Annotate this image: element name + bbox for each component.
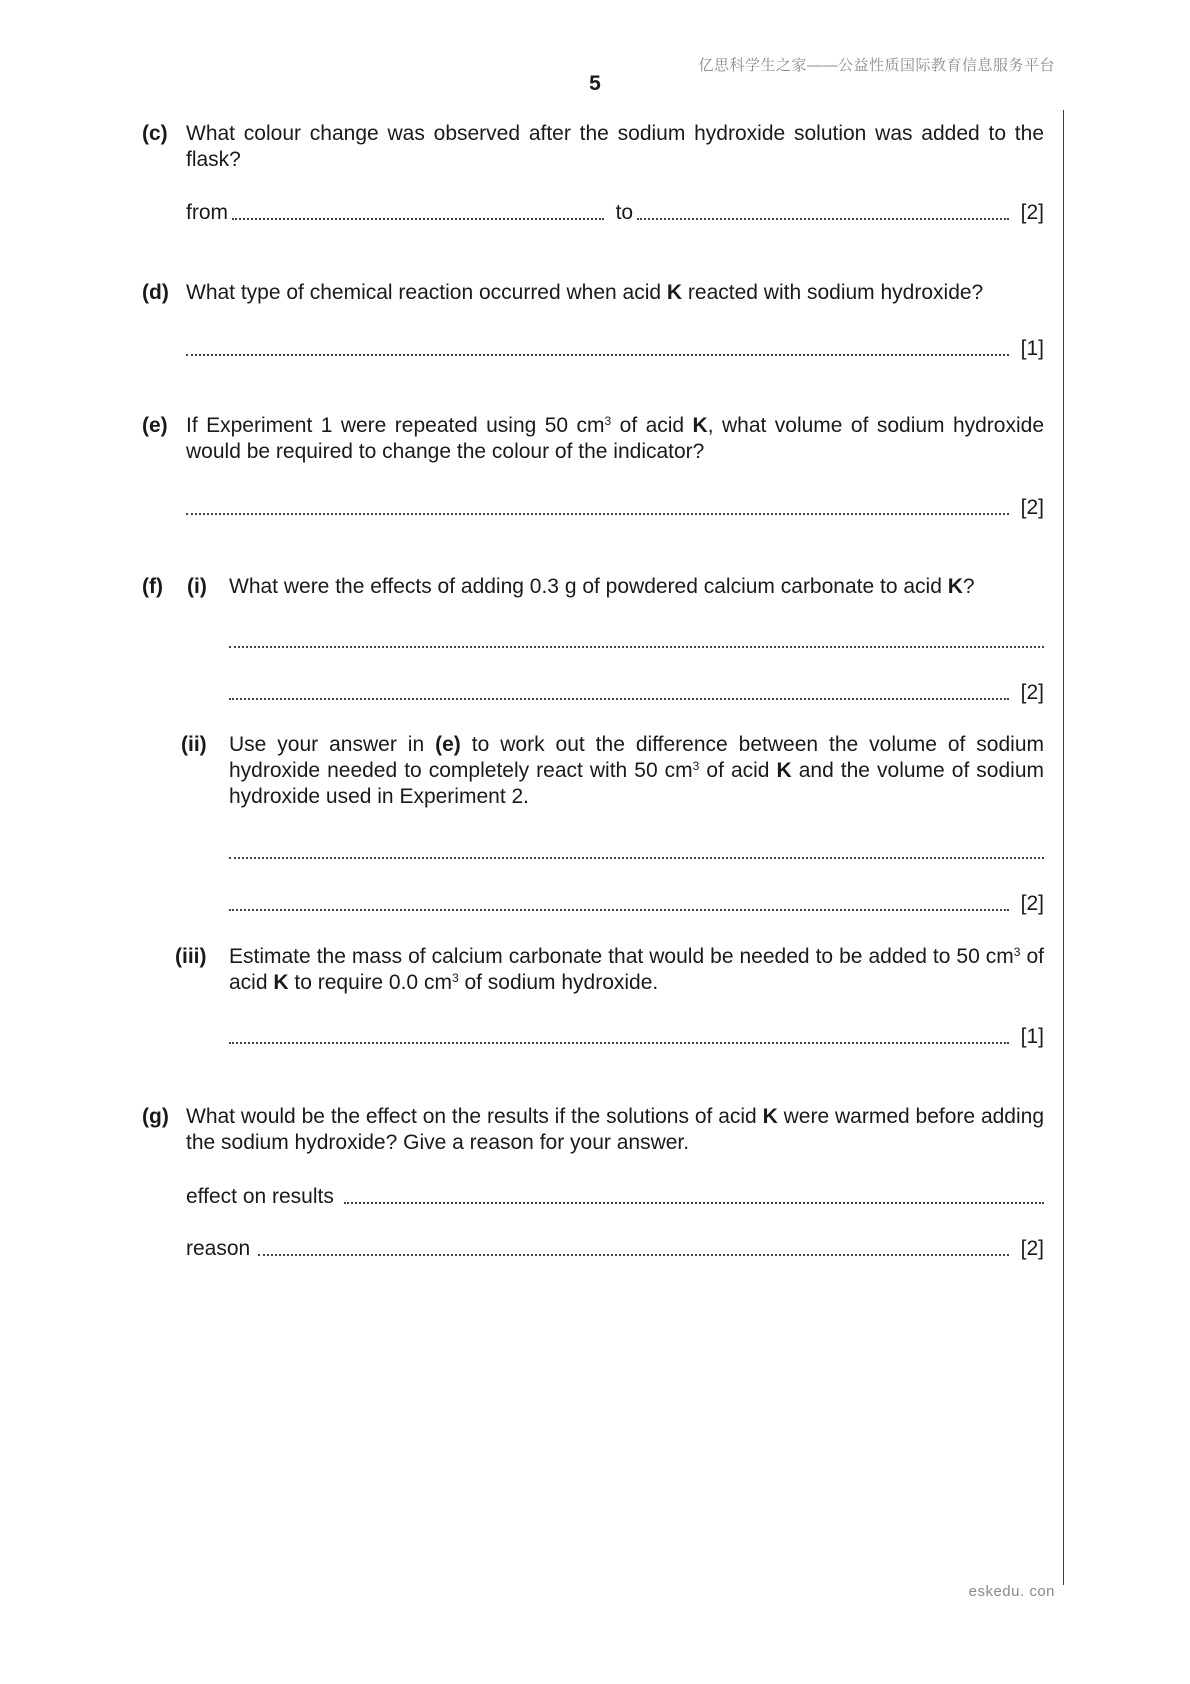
subquestion-label: (i) xyxy=(187,575,207,598)
footer-url: eskedu. con xyxy=(968,1583,1055,1600)
header-site-text: 亿思科学生之家——公益性质国际教育信息服务平台 xyxy=(698,57,1055,74)
question-label: (d) xyxy=(142,281,169,304)
to-label: to xyxy=(615,201,634,224)
text-part: ? xyxy=(962,575,975,598)
question-text xyxy=(229,732,1044,810)
answer-line-from-to[interactable] xyxy=(186,198,1044,226)
text-part: What were the effects of adding 0.3 g of powdered calcium carbonate to acid xyxy=(229,575,948,598)
text-part: of acid xyxy=(229,945,1044,994)
text-part: reacted with sodium hydroxide? xyxy=(682,281,984,304)
acid-k: K xyxy=(666,281,683,304)
question-text xyxy=(186,413,1044,465)
dotted-line xyxy=(229,857,1044,859)
dotted-line xyxy=(344,1202,1044,1204)
margin-rule xyxy=(1063,110,1064,1585)
acid-k: K xyxy=(692,414,708,437)
effect-answer-line[interactable] xyxy=(186,1182,1044,1210)
dotted-line xyxy=(229,698,1009,700)
superscript: 3 xyxy=(1013,945,1021,959)
question-text xyxy=(229,574,1044,600)
text-part: of sodium hydroxide. xyxy=(458,971,659,994)
superscript: 3 xyxy=(692,759,700,773)
marks: [2] xyxy=(1020,496,1044,519)
text-part: Use your answer in xyxy=(229,733,436,756)
answer-line[interactable] xyxy=(229,889,1044,917)
subquestion-label: (iii) xyxy=(175,945,207,968)
text-part: Estimate the mass of calcium carbonate that would be needed to be added to 50 cm xyxy=(229,945,1014,968)
answer-line[interactable] xyxy=(229,837,1044,865)
dotted-line xyxy=(229,1042,1009,1044)
question-text xyxy=(229,944,1044,996)
marks: [1] xyxy=(1020,337,1044,360)
marks: [1] xyxy=(1020,1025,1044,1048)
reason-answer-line[interactable] xyxy=(186,1234,1044,1262)
superscript: 3 xyxy=(451,971,459,985)
acid-k: K xyxy=(947,575,963,598)
question-text xyxy=(186,1104,1044,1156)
dotted-line xyxy=(186,513,1009,515)
question-text: What colour change was observed after the sodium hydroxide solution was added to the flask? xyxy=(186,122,1044,171)
dotted-line xyxy=(637,218,1009,220)
dotted-line xyxy=(186,354,1009,356)
page-number: 5 xyxy=(589,72,601,95)
text-part: If Experiment 1 were repeated using 50 cm xyxy=(186,414,605,437)
superscript: 3 xyxy=(604,414,612,428)
acid-k: K xyxy=(273,971,289,994)
part-e-reference: (e) xyxy=(435,733,461,756)
answer-line[interactable] xyxy=(229,626,1044,654)
marks: [2] xyxy=(1020,201,1044,224)
dotted-line xyxy=(258,1254,1008,1256)
acid-k: K xyxy=(776,759,792,782)
question-label: (g) xyxy=(142,1105,169,1128)
text-part: were warmed before adding the sodium hydroxide? Give a reason for your answer. xyxy=(186,1105,1045,1154)
answer-line[interactable] xyxy=(186,493,1044,521)
effect-label: effect on results xyxy=(186,1185,334,1208)
text-part: to require 0.0 cm xyxy=(288,971,452,994)
question-text xyxy=(186,280,1044,306)
acid-k: K xyxy=(762,1105,778,1128)
text-part: , what volume of sodium hydroxide would be required to change the colour of the indicator? xyxy=(186,414,1045,463)
answer-line[interactable] xyxy=(229,1022,1044,1050)
text-part: and the volume of sodium hydroxide used in Experiment 2. xyxy=(229,759,1045,808)
reason-label: reason xyxy=(186,1237,251,1260)
answer-line[interactable] xyxy=(186,334,1044,362)
question-label: (c) xyxy=(142,122,168,145)
dotted-line xyxy=(229,646,1044,648)
text-part: of acid xyxy=(699,759,777,782)
dotted-line xyxy=(229,909,1009,911)
text-part: What would be the effect on the results if the solutions of acid xyxy=(186,1105,763,1128)
text-part: of acid xyxy=(611,414,693,437)
text-part: What type of chemical reaction occurred when acid xyxy=(186,281,667,304)
question-label: (e) xyxy=(142,414,168,437)
subquestion-label: (ii) xyxy=(181,733,207,756)
dotted-line xyxy=(232,218,604,220)
from-label: from xyxy=(186,201,228,224)
marks: [2] xyxy=(1020,681,1044,704)
marks: [2] xyxy=(1020,892,1044,915)
text-part: to work out the difference between the volume of sodium hydroxide needed to completely react with 50 cm xyxy=(229,733,1045,782)
question-label: (f) xyxy=(142,575,163,598)
marks: [2] xyxy=(1020,1237,1044,1260)
answer-line[interactable] xyxy=(229,678,1044,706)
